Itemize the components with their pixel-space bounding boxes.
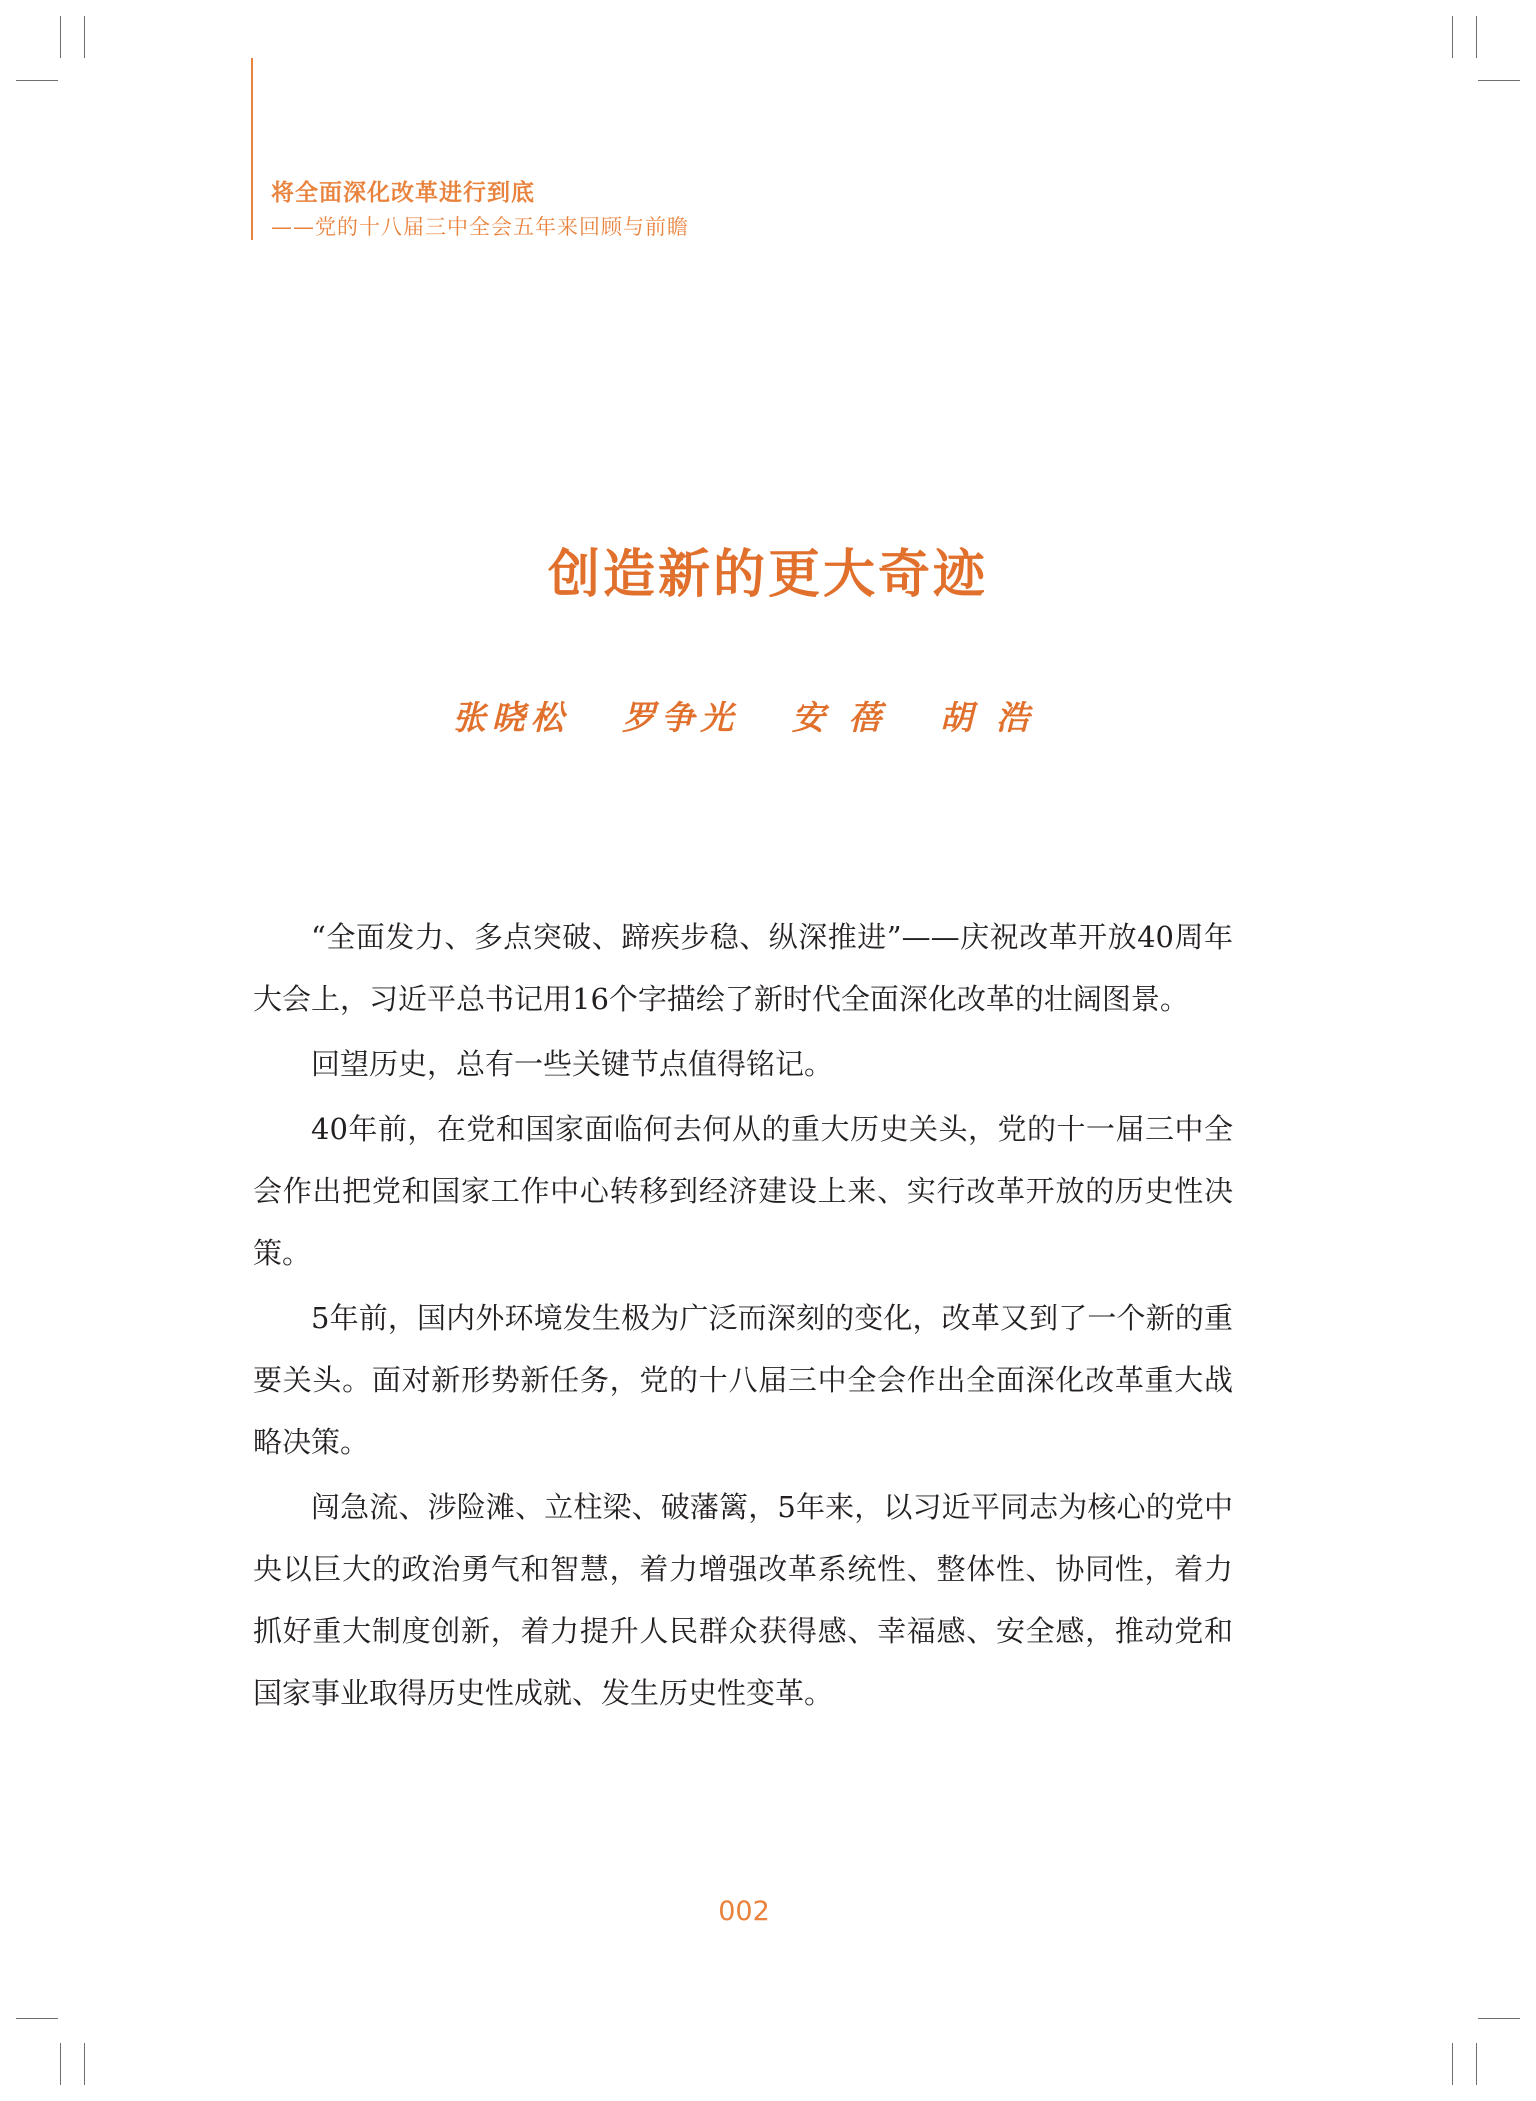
crop-mark-bottom-right-2 [1476,2043,1477,2085]
page-number: 002 [718,1896,770,1927]
article-body [253,906,1233,1727]
article-title: 创造新的更大奇迹 [547,544,988,605]
crop-mark-top-left-h [16,80,58,81]
paragraph: 闯急流、涉险滩、立柱梁、破藩篱，5年来，以习近平同志为核心的党中央以巨大的政治勇气和智慧，着力增强改革系统性、整体性、协同性，着力抓好重大制度创新，着力提升人民群众获得感、幸福感、安全感，推动党和国家事业取得历史性成就、发生历史性变革。 [253,1490,1233,1710]
crop-mark-top-right-h [1478,80,1520,81]
crop-mark-bottom-left-h [16,2018,58,2019]
crop-mark-top-left-2 [84,16,85,58]
running-header [251,58,689,240]
crop-mark-bottom-left-1 [60,2043,61,2085]
crop-mark-bottom-right-1 [1452,2043,1453,2085]
running-header-title: 将全面深化改革进行到底 [271,180,535,206]
crop-mark-top-left-1 [60,16,61,58]
crop-mark-top-right-1 [1452,16,1453,58]
paragraph: 5年前，国内外环境发生极为广泛而深刻的变化，改革又到了一个新的重要关头。面对新形势新任务，党的十八届三中全会作出全面深化改革重大战略决策。 [253,1301,1233,1459]
crop-mark-bottom-right-h [1478,2018,1520,2019]
running-header-subtitle: ——党的十八届三中全会五年来回顾与前瞻 [271,215,689,239]
crop-mark-top-right-2 [1476,16,1477,58]
paragraph: 40年前，在党和国家面临何去何从的重大历史关头，党的十一届三中全会作出把党和国家工作中心转移到经济建设上来、实行改革开放的历史性决策。 [253,1112,1233,1270]
article-authors: 张晓松 罗争光 安 蓓 胡 浩 [452,698,1036,737]
crop-mark-bottom-left-2 [84,2043,85,2085]
paragraph: 回望历史，总有一些关键节点值得铭记。 [311,1047,834,1081]
paragraph: “全面发力、多点突破、蹄疾步稳、纵深推进”——庆祝改革开放40周年大会上，习近平总书记用16个字描绘了新时代全面深化改革的壮阔图景。 [253,920,1233,1016]
